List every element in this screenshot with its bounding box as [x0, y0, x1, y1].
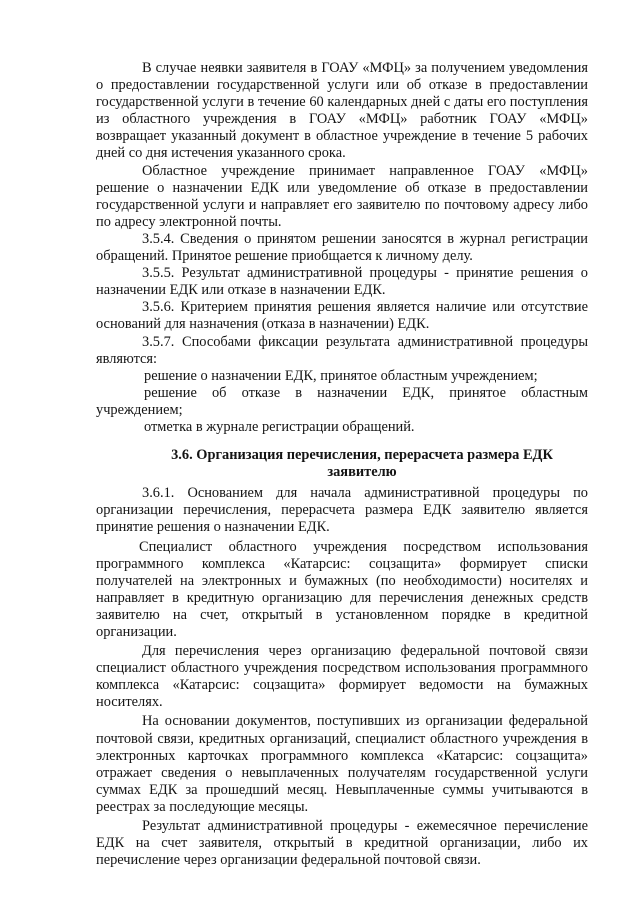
list-item: отметка в журнале регистрации обращений. — [144, 418, 415, 435]
paragraph-postal-transfer: Для перечисления через организацию федеральной почтовой связи специалист областного учреждения посредством использования программного комплекса «Катарсис: соцзащита» формирует ведомости на бумажных носителях. — [96, 643, 588, 711]
section-heading-3-6: 3.6. Организация перечисления, перерасчета размера ЕДК заявителю — [171, 447, 553, 481]
list-item: решение об отказе в назначении ЕДК, принятое областным учреждением; — [96, 384, 588, 418]
paragraph-regional-institution-decision: Областное учреждение принимает направленное ГОАУ «МФЦ» решение о назначении ЕДК или уведомление об отказе в предоставлении государственной услуги и направляет его заявителю по почтовому адресу либо по адресу электронной почты. — [96, 162, 588, 230]
paragraph-mfc-non-appearance: В случае неявки заявителя в ГОАУ «МФЦ» за получением уведомления о предоставлении государственной услуги или об отказе в предоставлении государственной услуги в течение 60 календарных дней с даты его поступления из областного учреждения в ГОАУ «МФЦ» работник ГОАУ «МФЦ» возвращает указанный документ в областное учреждение в течение 5 рабочих дней со дня истечения указанного срока. — [96, 60, 588, 162]
document-page — [96, 60, 588, 869]
paragraph-3-5-6: 3.5.6. Критерием принятия решения является наличие или отсутствие оснований для назначения (отказа в назначении) ЕДК. — [96, 299, 588, 333]
paragraph-3-5-4: 3.5.4. Сведения о принятом решении заносятся в журнал регистрации обращений. Принятое решение приобщается к личному делу. — [96, 230, 588, 265]
paragraph-procedure-result: Результат административной процедуры - ежемесячное перечисление ЕДК на счет заявителя, открытый в кредитной организации, либо их перечисление через организации федеральной почтовой связи. — [96, 818, 588, 869]
paragraph-3-5-5: 3.5.5. Результат административной процедуры - принятие решения о назначении ЕДК или отказе в назначении ЕДК. — [96, 265, 588, 299]
paragraph-specialist-lists: Специалист областного учреждения посредством использования программного комплекса «Катарсис: соцзащита» формирует списки получателей на электронных и бумажных (по необходимости) носителях и направляет в кредитную организацию для перечисления денежных средств заявителю на счет, открытый в установленном порядке в кредитной организации. — [96, 538, 588, 640]
list-item: решение о назначении ЕДК, принятое областным учреждением; — [144, 367, 538, 384]
paragraph-3-5-7: 3.5.7. Способами фиксации результата административной процедуры являются: — [96, 333, 588, 367]
paragraph-3-6-1: 3.6.1. Основанием для начала административной процедуры по организации перечисления, перерасчета размера ЕДК заявителю является принятие решения о назначении ЕДК. — [96, 485, 588, 536]
paragraph-unpaid-sums: На основании документов, поступивших из организации федеральной почтовой связи, кредитных организаций, специалист областного учреждения в электронных карточках программного комплекса «Катарсис: соцзащита» отражает сведения о невыплаченных получателям государственной услуги суммах ЕДК за прошедший месяц. Невыплаченные суммы учитываются в реестрах за последующие месяцы. — [96, 713, 588, 815]
